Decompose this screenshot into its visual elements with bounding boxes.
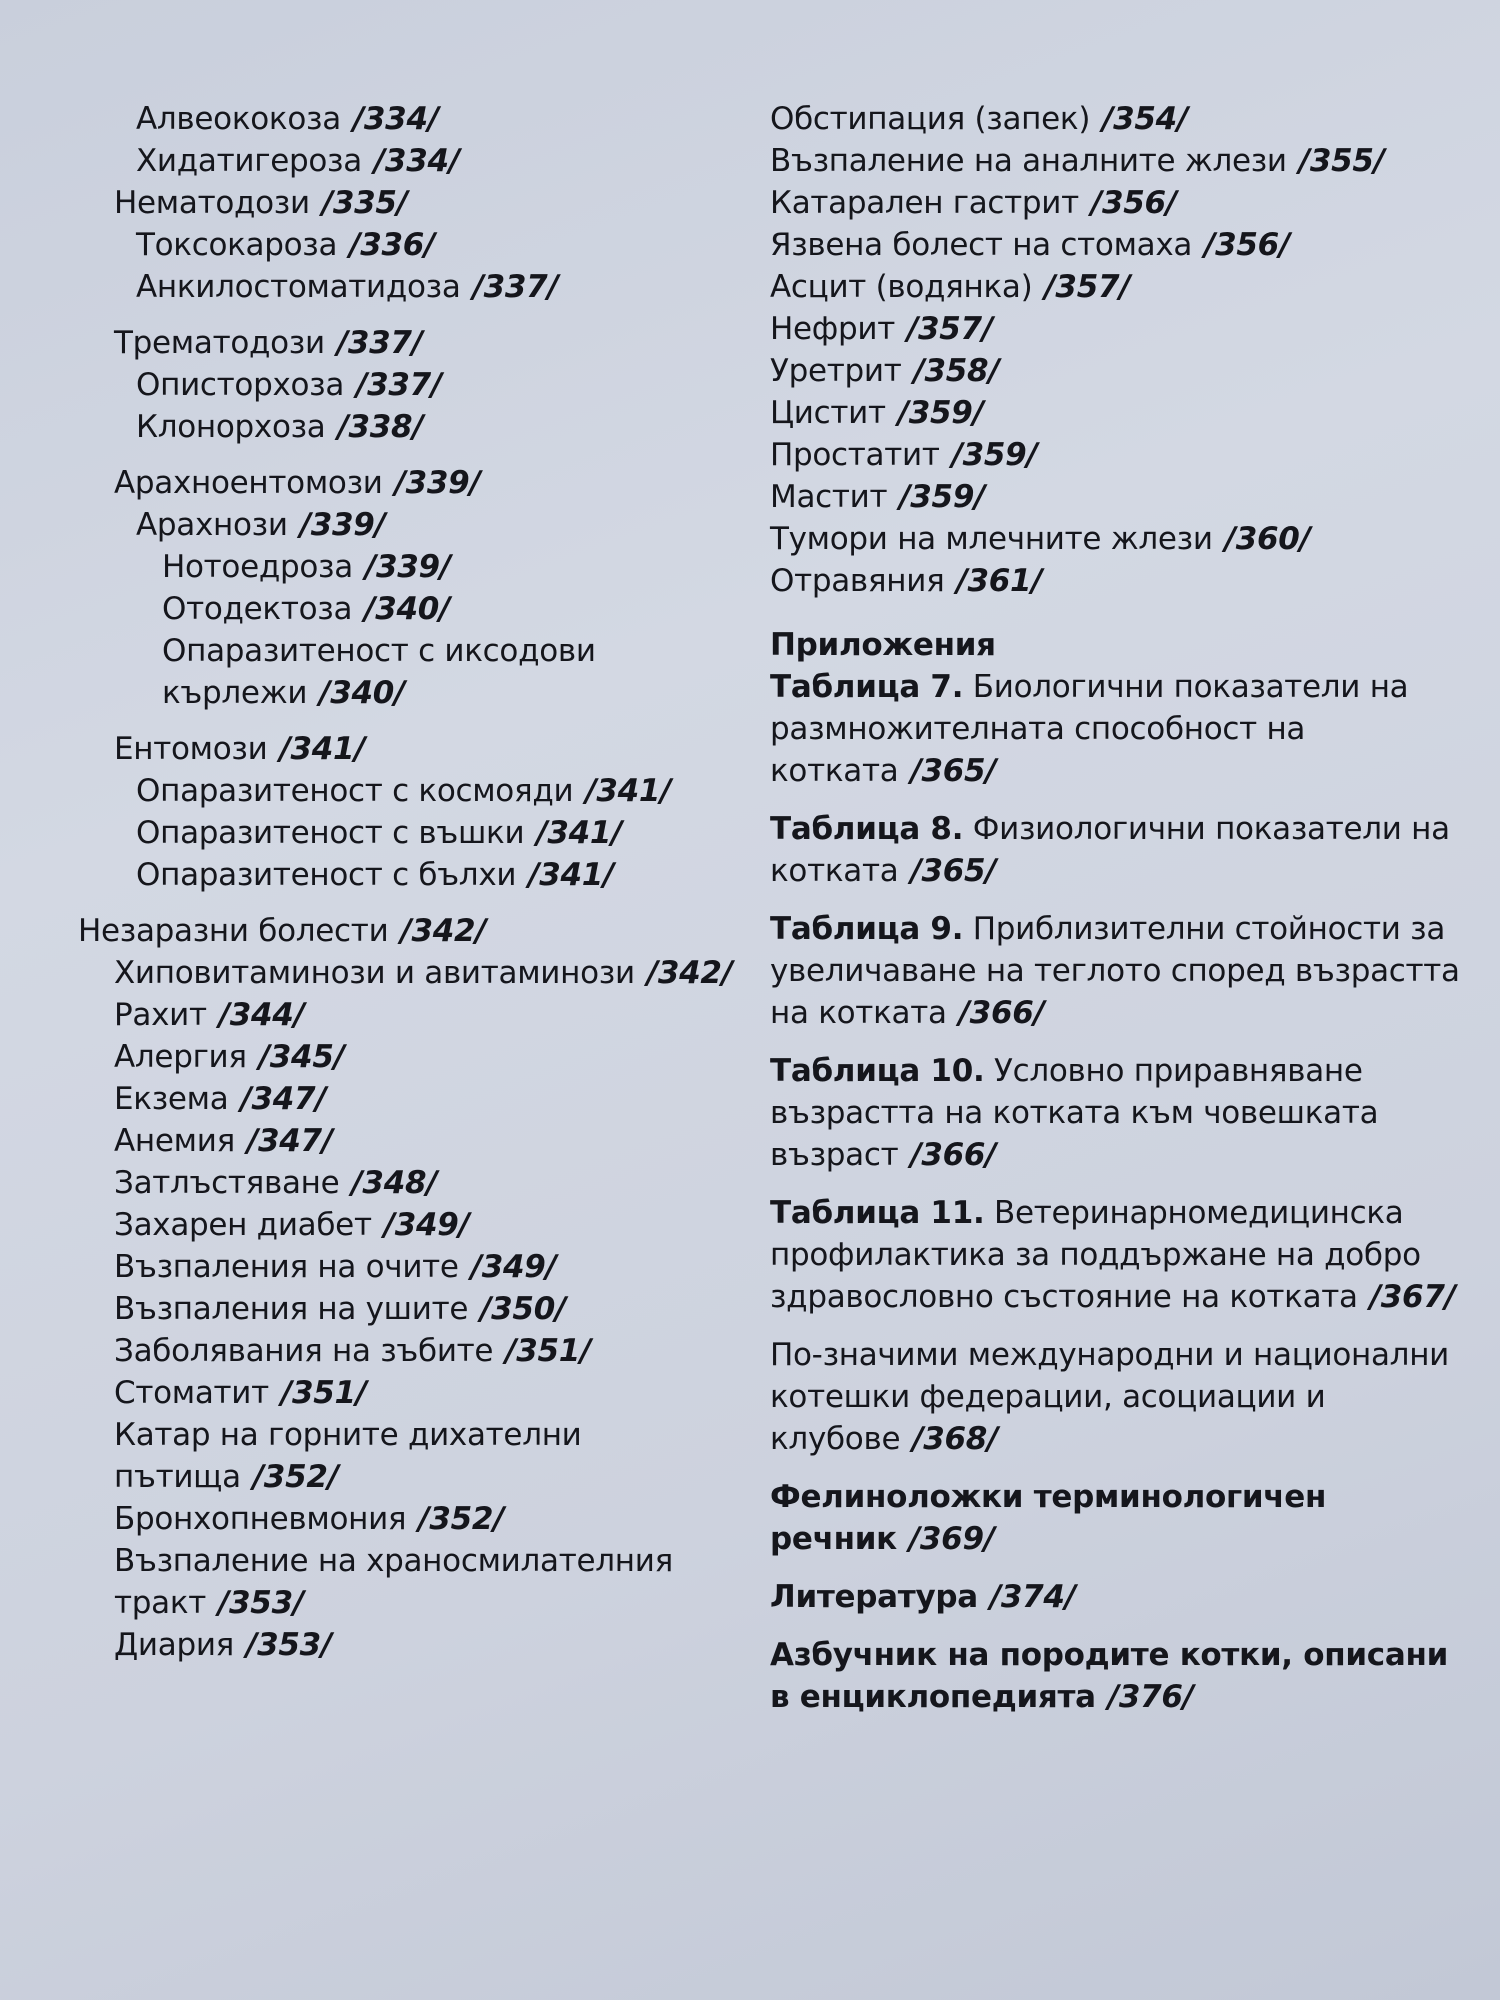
toc-entry: Арахнози /339/ xyxy=(136,507,386,543)
toc-entry: Опаразитеност с въшки /341/ xyxy=(136,815,623,851)
federations-entry: По-значими международни и национални котешки федерации, асоциации и клубове /368/ xyxy=(770,1337,1450,1457)
toc-entry: Асцит (водянка) /357/ xyxy=(770,269,1131,305)
toc-entry: Катар на горните дихателни пътища /352/ xyxy=(114,1417,582,1495)
toc-entry: Отравяния /361/ xyxy=(770,563,1043,599)
toc-entry: Тумори на млечните жлези /360/ xyxy=(770,521,1311,557)
toc-entry: Трематодози /337/ xyxy=(114,325,423,361)
toc-entry: Захарен диабет /349/ xyxy=(114,1207,470,1243)
toc-entry: Простатит /359/ xyxy=(770,437,1038,473)
toc-entry: Затлъстяване /348/ xyxy=(114,1165,438,1201)
toc-entry: Клонорхоза /338/ xyxy=(136,409,424,445)
toc-entry: Арахноентомози /339/ xyxy=(114,465,481,501)
toc-entry: Хидатигероза /334/ xyxy=(136,143,460,179)
toc-right-column xyxy=(770,98,1470,1718)
toc-entry: Токсокароза /336/ xyxy=(136,227,436,263)
toc-entry: Нематодози /335/ xyxy=(114,185,408,221)
appendix-table-entry: Таблица 7. Биологични показатели на размножителната способност на котката /365/ xyxy=(770,669,1409,789)
toc-entry: Алвеококоза /334/ xyxy=(136,101,439,137)
toc-entry: Възпаление на храносмилателния тракт /353/ xyxy=(114,1543,673,1621)
toc-entry: Екзема /347/ xyxy=(114,1081,327,1117)
toc-entry: Катарален гастрит /356/ xyxy=(770,185,1177,221)
toc-entry: Стоматит /351/ xyxy=(114,1375,367,1411)
toc-entry: Диария /353/ xyxy=(114,1627,332,1663)
toc-entry: Бронхопневмония /352/ xyxy=(114,1501,505,1537)
toc-entry: Опаразитеност с бълхи /341/ xyxy=(136,857,615,893)
toc-entry: Алергия /345/ xyxy=(114,1039,345,1075)
glossary-entry: Фелиноложки терминологичен речник /369/ xyxy=(770,1479,1327,1557)
toc-entry: Цистит /359/ xyxy=(770,395,984,431)
appendix-table-entry: Таблица 11. Ветеринарномедицинска профилактика за поддържане на добро здравословно състояние на котката /367/ xyxy=(770,1195,1456,1315)
toc-entry: Нотоедроза /339/ xyxy=(162,549,451,585)
toc-entry: Възпаления на ушите /350/ xyxy=(114,1291,566,1327)
toc-entry: Опаразитеност с космояди /341/ xyxy=(136,773,672,809)
toc-entry: Описторхоза /337/ xyxy=(136,367,442,403)
breeds-index-entry: Азбучник на породите котки, описани в енциклопедията /376/ xyxy=(770,1637,1448,1715)
toc-entry: Уретрит /358/ xyxy=(770,353,1000,389)
toc-entry: Възпаление на аналните жлези /355/ xyxy=(770,143,1385,179)
literature-entry: Литература /374/ xyxy=(770,1579,1076,1615)
appendix-table-entry: Таблица 10. Условно приравняване възрастта на котката към човешката възраст /366/ xyxy=(770,1053,1379,1173)
toc-entry: Ентомози /341/ xyxy=(114,731,366,767)
toc-entry: Анемия /347/ xyxy=(114,1123,333,1159)
toc-entry: Заболявания на зъбите /351/ xyxy=(114,1333,592,1369)
toc-entry: Рахит /344/ xyxy=(114,997,305,1033)
toc-entry: Нефрит /357/ xyxy=(770,311,993,347)
toc-entry: Опаразитеност с иксодови кърлежи /340/ xyxy=(162,633,596,711)
toc-entry: Незаразни болести /342/ xyxy=(78,913,487,949)
appendix-heading: Приложения xyxy=(770,627,996,663)
toc-entry: Възпаления на очите /349/ xyxy=(114,1249,557,1285)
toc-entry: Мастит /359/ xyxy=(770,479,986,515)
toc-entry: Обстипация (запек) /354/ xyxy=(770,101,1188,137)
toc-entry: Отодектоза /340/ xyxy=(162,591,451,627)
appendix-table-entry: Таблица 9. Приблизителни стойности за увеличаване на теглото според възрастта на котката /366/ xyxy=(770,911,1460,1031)
toc-entry: Язвена болест на стомаха /356/ xyxy=(770,227,1290,263)
toc-left-column xyxy=(78,98,758,1666)
appendix-table-entry: Таблица 8. Физиологични показатели на котката /365/ xyxy=(770,811,1450,889)
toc-entry: Хиповитаминози и авитаминози /342/ xyxy=(114,955,733,991)
toc-entry: Анкилостоматидоза /337/ xyxy=(136,269,559,305)
